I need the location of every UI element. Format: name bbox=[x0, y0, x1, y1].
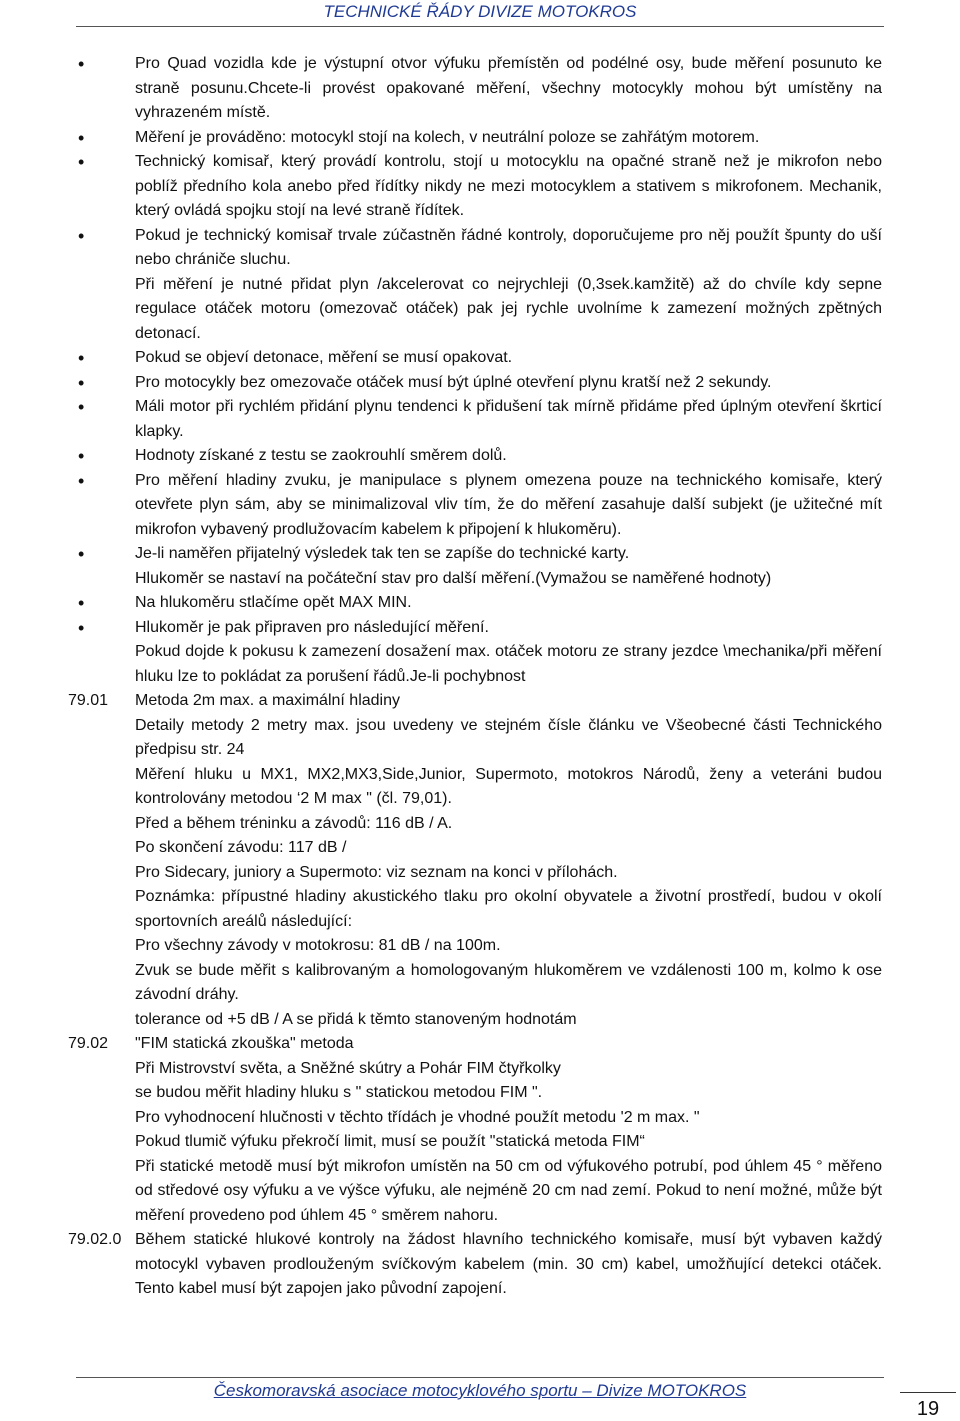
paragraph-text: Po skončení závodu: 117 dB / bbox=[135, 839, 347, 856]
section-number bbox=[68, 763, 135, 812]
paragraph-text: Pokud dojde k pokusu k zamezení dosažení max. otáček motoru ze strany jezdce \mechanika/při měření hluku lze to pokládat za porušení řádů.Je-li pochybnost bbox=[135, 643, 882, 685]
bullet-marker: • bbox=[78, 397, 85, 417]
bullet-marker: • bbox=[78, 617, 85, 638]
bullet-marker: • bbox=[78, 348, 85, 368]
paragraph bbox=[68, 371, 882, 396]
paragraph bbox=[68, 763, 882, 812]
section-number bbox=[68, 812, 135, 837]
paragraph bbox=[68, 150, 882, 224]
section-number bbox=[68, 714, 135, 763]
paragraph-text: Je-li naměřen přijatelný výsledek tak ten se zapíše do technické karty. bbox=[135, 545, 630, 562]
paragraph bbox=[68, 542, 882, 567]
paragraph bbox=[68, 591, 882, 616]
paragraph-text: "FIM statická zkouška" metoda bbox=[135, 1035, 354, 1052]
paragraph bbox=[68, 812, 882, 837]
paragraph-text: tolerance od +5 dB / A se přidá k těmto stanoveným hodnotám bbox=[135, 1010, 577, 1028]
paragraph-text: Pro měření hladiny zvuku, je manipulace s plynem omezena pouze na technického komisaře, který otevřete plyn sám, aby se minimalizoval vliv tím, že do měření zasahuje další subjekt (je užitečné mít mikrofon vybavený prodlužovacím kabelem k připojení k hlukoměru). bbox=[135, 471, 882, 538]
paragraph bbox=[68, 640, 882, 689]
document-body bbox=[68, 52, 882, 1302]
bullet-marker: • bbox=[78, 446, 85, 466]
paragraph-text: Detaily metody 2 metry max. jsou uvedeny ve stejném čísle článku ve Všeobecné části Technického předpisu str. 24 bbox=[135, 716, 882, 758]
paragraph bbox=[68, 885, 882, 934]
paragraph-text: Pokud je technický komisař trvale zúčastněn řádné kontroly, doporučujeme pro něj použít špunty do uší nebo chrániče sluchu. bbox=[135, 226, 882, 268]
section-number bbox=[68, 1008, 135, 1033]
paragraph bbox=[68, 959, 882, 1008]
paragraph-text: Metoda 2m max. a maximální hladiny bbox=[135, 692, 400, 709]
paragraph-text: Pro Quad vozidla kde je výstupní otvor výfuku přemístěn od podélné osy, bude měření posunuto ke straně posunu.Chcete-li provést opakované měření, všechny motocykly mohou být umístěny na vyhrazeném místě. bbox=[135, 55, 882, 121]
paragraph bbox=[68, 714, 882, 763]
paragraph bbox=[68, 346, 882, 371]
paragraph bbox=[68, 444, 882, 469]
paragraph bbox=[68, 934, 882, 959]
paragraph-text: Během statické hlukové kontroly na žádost hlavního technického komisaře, musí být vybaven každý motocykl vybaven prodlouženým svíčkovým kabelem (min. 30 cm) kabel, umožňující detekci otáček. Tento kabel musí být zapojen jako původní zapojení. bbox=[135, 1231, 882, 1297]
footer-divider bbox=[76, 1377, 884, 1378]
paragraph-text: Měření hluku u MX1, MX2,MX3,Side,Junior, Supermoto, motokros Národů, ženy a veteráni budou kontrolovány metodou ‘2 M max " (čl. 79,01). bbox=[135, 765, 882, 807]
paragraph bbox=[68, 469, 882, 543]
paragraph-text: Při měření je nutné přidat plyn /akcelerovat co nejrychleji (0,3sek.kamžitě) až do chvíle kdy sepne regulace otáček motoru (omezovač otáček) pak jej rychle uvolníme k zamezení možných zpětných detonací. bbox=[135, 275, 882, 342]
page-number-divider bbox=[900, 1392, 956, 1393]
section-number bbox=[68, 1155, 135, 1229]
paragraph bbox=[68, 1081, 882, 1106]
section-number: 79.02.0 bbox=[68, 1231, 122, 1248]
paragraph bbox=[68, 52, 882, 126]
paragraph-text: Pro vyhodnocení hlučnosti v těchto třídách je vhodné použít metodu '2 m max. " bbox=[135, 1108, 700, 1126]
section-number bbox=[68, 1130, 135, 1155]
bullet-marker: • bbox=[78, 372, 85, 393]
section-number bbox=[68, 567, 135, 592]
bullet-marker: • bbox=[78, 544, 85, 564]
paragraph-text: Měření je prováděno: motocykl stojí na kolech, v neutrální poloze se zahřátým motorem. bbox=[135, 128, 760, 146]
section-number bbox=[68, 959, 135, 1008]
paragraph bbox=[68, 1008, 882, 1033]
header-title: TECHNICKÉ ŘÁDY DIVIZE MOTOKROS bbox=[323, 2, 637, 21]
paragraph-text: Při Mistrovství světa, a Sněžné skútry a Pohár FIM čtyřkolky bbox=[135, 1059, 561, 1077]
bullet-marker: • bbox=[78, 593, 85, 613]
paragraph-text: Pro všechny závody v motokrosu: 81 dB / na 100m. bbox=[135, 937, 501, 954]
page-number: 19 bbox=[916, 1398, 940, 1420]
header-divider bbox=[76, 26, 884, 27]
section-number bbox=[68, 1106, 135, 1131]
bullet-marker: • bbox=[78, 127, 85, 148]
paragraph bbox=[68, 567, 882, 592]
section-number bbox=[68, 836, 135, 861]
paragraph-text: Hlukoměr se nastaví na počáteční stav pro další měření.(Vymažou se naměřené hodnoty) bbox=[135, 569, 772, 587]
section-number bbox=[68, 861, 135, 886]
footer-text: Českomoravská asociace motocyklového sportu – Divize MOTOKROS bbox=[213, 1381, 747, 1400]
bullet-marker: • bbox=[78, 470, 85, 491]
paragraph-text: Technický komisař, který provádí kontrolu, stojí u motocyklu na opačné straně než je mikrofon nebo poblíž předního kola anebo před řídítky nikdy ne mezi motocyklem a stativem s mikrofonem. Mechanik, který ovládá spojku stojí na levé straně řídítek. bbox=[135, 153, 882, 219]
section-number: 79.02 bbox=[68, 1035, 109, 1052]
paragraph bbox=[68, 1057, 882, 1082]
section-number bbox=[68, 934, 135, 959]
bullet-marker: • bbox=[78, 225, 85, 246]
paragraph bbox=[68, 1106, 882, 1131]
paragraph-text: Zvuk se bude měřit s kalibrovaným a homologovaným hlukoměrem ve vzdálenosti 100 m, kolmo k ose závodní dráhy. bbox=[135, 961, 882, 1003]
paragraph-text: Hodnoty získané z testu se zaokrouhlí směrem dolů. bbox=[135, 447, 507, 464]
bullet-marker: • bbox=[78, 54, 85, 74]
paragraph bbox=[68, 836, 882, 861]
section-number bbox=[68, 640, 135, 689]
section-number bbox=[68, 885, 135, 934]
section-number bbox=[68, 1057, 135, 1082]
paragraph bbox=[68, 861, 882, 886]
paragraph bbox=[68, 224, 882, 273]
page-footer bbox=[0, 1381, 960, 1401]
paragraph-text: Pro motocykly bez omezovače otáček musí být úplné otevření plynu kratší než 2 sekundy. bbox=[135, 373, 772, 391]
paragraph bbox=[68, 689, 882, 714]
paragraph-text: Při statické metodě musí být mikrofon umístěn na 50 cm od výfukového potrubí, pod úhlem 45 ° měřeno od středové osy výfuku a ve výšce výfuku, ale nejméně 20 cm nad zemí. Pokud to není možné, může být měření provedeno pod úhlem 45 ° směrem nahoru. bbox=[135, 1157, 882, 1224]
section-number bbox=[68, 273, 135, 347]
paragraph bbox=[68, 273, 882, 347]
page-header bbox=[0, 0, 960, 22]
paragraph-text: Na hlukoměru stlačíme opět MAX MIN. bbox=[135, 594, 412, 611]
paragraph bbox=[68, 1032, 882, 1057]
paragraph bbox=[68, 1228, 882, 1302]
paragraph-text: se budou měřit hladiny hluku s " statickou metodou FIM ". bbox=[135, 1084, 543, 1101]
paragraph-text: Hlukoměr je pak připraven pro následující měření. bbox=[135, 618, 489, 636]
paragraph-text: Pro Sidecary, juniory a Supermoto: viz seznam na konci v přílohách. bbox=[135, 863, 618, 881]
bullet-marker: • bbox=[78, 152, 85, 172]
section-number: 79.01 bbox=[68, 692, 109, 709]
paragraph bbox=[68, 616, 882, 641]
paragraph-text: Před a během tréninku a závodů: 116 dB / A. bbox=[135, 814, 453, 832]
paragraph-text: Poznámka: přípustné hladiny akustického tlaku pro okolní obyvatele a životní prostředí, budou v okolí sportovních areálů následující: bbox=[135, 888, 882, 930]
paragraph bbox=[68, 1155, 882, 1229]
paragraph-text: Pokud tlumič výfuku překročí limit, musí se použít "statická metoda FIM“ bbox=[135, 1133, 645, 1150]
paragraph bbox=[68, 126, 882, 151]
paragraph-text: Máli motor při rychlém přidání plynu tendenci k přidušení tak mírně přidáme před úplným otevření škrticí klapky. bbox=[135, 398, 882, 440]
paragraph bbox=[68, 1130, 882, 1155]
paragraph-text: Pokud se objeví detonace, měření se musí opakovat. bbox=[135, 349, 513, 366]
section-number bbox=[68, 1081, 135, 1106]
paragraph bbox=[68, 395, 882, 444]
